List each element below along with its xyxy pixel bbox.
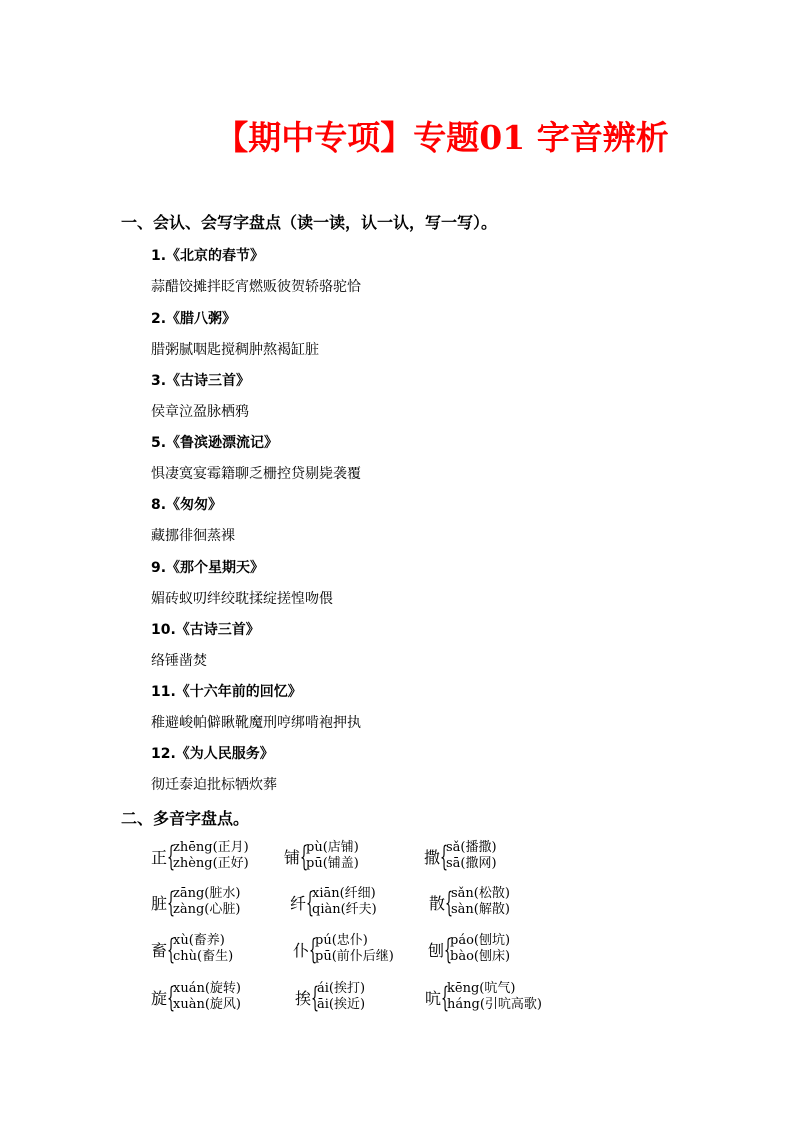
reading: sǎ(播撒) [446,840,497,855]
reading: pū(前仆后继) [315,949,394,964]
reading: xiān(纤细) [312,886,376,901]
polyphone-char: 畜 [151,941,168,960]
lesson-title: 8.《匆匆》 [151,497,223,513]
reading: sàn(解散) [451,902,510,917]
polyphone-char: 纤 [290,894,307,913]
polyphone-char: 撒 [424,848,441,867]
reading: sǎn(松散) [451,886,510,901]
section-heading-polyphones: 二、多音字盘点。 [121,809,250,828]
brace-icon: { [311,981,320,1014]
lesson-title: 11.《十六年前的回忆》 [151,684,302,700]
reading: ái(挨打) [317,981,366,996]
section-heading-characters: 一、会认、会写字盘点（读一读，认一认，写一写）。 [121,213,498,232]
page-title: 【期中专项】专题01 字音辨析 [215,118,669,157]
lesson-characters: 腊粥腻咽匙搅稠肿熬褐缸脏 [151,342,319,358]
reading: zhēng(正月) [173,840,249,855]
lesson-characters: 藏挪徘徊蒸裸 [151,528,235,544]
polyphone-char: 吭 [425,989,442,1008]
reading: zhèng(正好) [173,856,249,871]
reading: xù(畜养) [173,933,225,948]
brace-icon: { [167,933,176,966]
lesson-characters: 彻迁泰迫批标牺炊葬 [151,777,277,793]
lesson-title: 9.《那个星期天》 [151,560,265,576]
polyphone-char: 散 [429,894,446,913]
reading: pū(铺盖) [306,856,359,871]
lesson-characters: 蒜醋饺摊拌眨宵燃贩彼贺轿骆驼恰 [151,279,361,295]
reading: pù(店铺) [306,840,359,855]
brace-icon: { [309,933,318,966]
lesson-title: 12.《为人民服务》 [151,746,274,762]
polyphone-char: 脏 [151,894,168,913]
reading: páo(刨坑) [450,933,511,948]
lesson-title: 2.《腊八粥》 [151,311,237,327]
brace-icon: { [445,886,454,919]
polyphone-char: 刨 [428,941,445,960]
reading: zàng(心脏) [173,902,241,917]
lesson-characters: 络锤凿焚 [151,653,207,669]
brace-icon: { [441,981,450,1014]
polyphone-char: 旋 [151,989,168,1008]
reading: xuàn(旋风) [173,997,241,1012]
brace-icon: { [440,840,449,873]
brace-icon: { [167,886,176,919]
reading: bào(刨床) [450,949,511,964]
lesson-title: 10.《古诗三首》 [151,622,260,638]
lesson-characters: 侯章泣盈脉栖鸦 [151,404,249,420]
reading: xuán(旋转) [173,981,241,996]
lesson-characters: 媚砖蚁叨绊绞耽揉绽搓惶吻偎 [151,591,333,607]
lesson-title: 1.《北京的春节》 [151,248,265,264]
lesson-title: 5.《鲁滨逊漂流记》 [151,435,279,451]
polyphone-char: 正 [151,848,168,867]
reading: háng(引吭高歌) [447,997,542,1012]
polyphone-char: 仆 [293,941,310,960]
brace-icon: { [306,886,315,919]
lesson-title: 3.《古诗三首》 [151,373,251,389]
lesson-characters: 惧凄寞宴霉籍聊乏栅控贷剔毙袭覆 [151,466,361,482]
lesson-characters: 稚避峻帕僻瞅靴魔刑哼绑啃袍押执 [151,715,361,731]
polyphone-char: 挨 [295,989,312,1008]
brace-icon: { [444,933,453,966]
reading: kēng(吭气) [447,981,516,996]
reading: chù(畜生) [173,949,234,964]
brace-icon: { [167,981,176,1014]
reading: pú(忠仆) [315,933,368,948]
reading: zāng(脏水) [173,886,241,901]
polyphone-char: 铺 [284,848,301,867]
reading: āi(挨近) [317,997,366,1012]
reading: qiàn(纤夫) [312,902,377,917]
reading: sā(撒网) [446,856,497,871]
brace-icon: { [300,840,309,873]
brace-icon: { [167,840,176,873]
